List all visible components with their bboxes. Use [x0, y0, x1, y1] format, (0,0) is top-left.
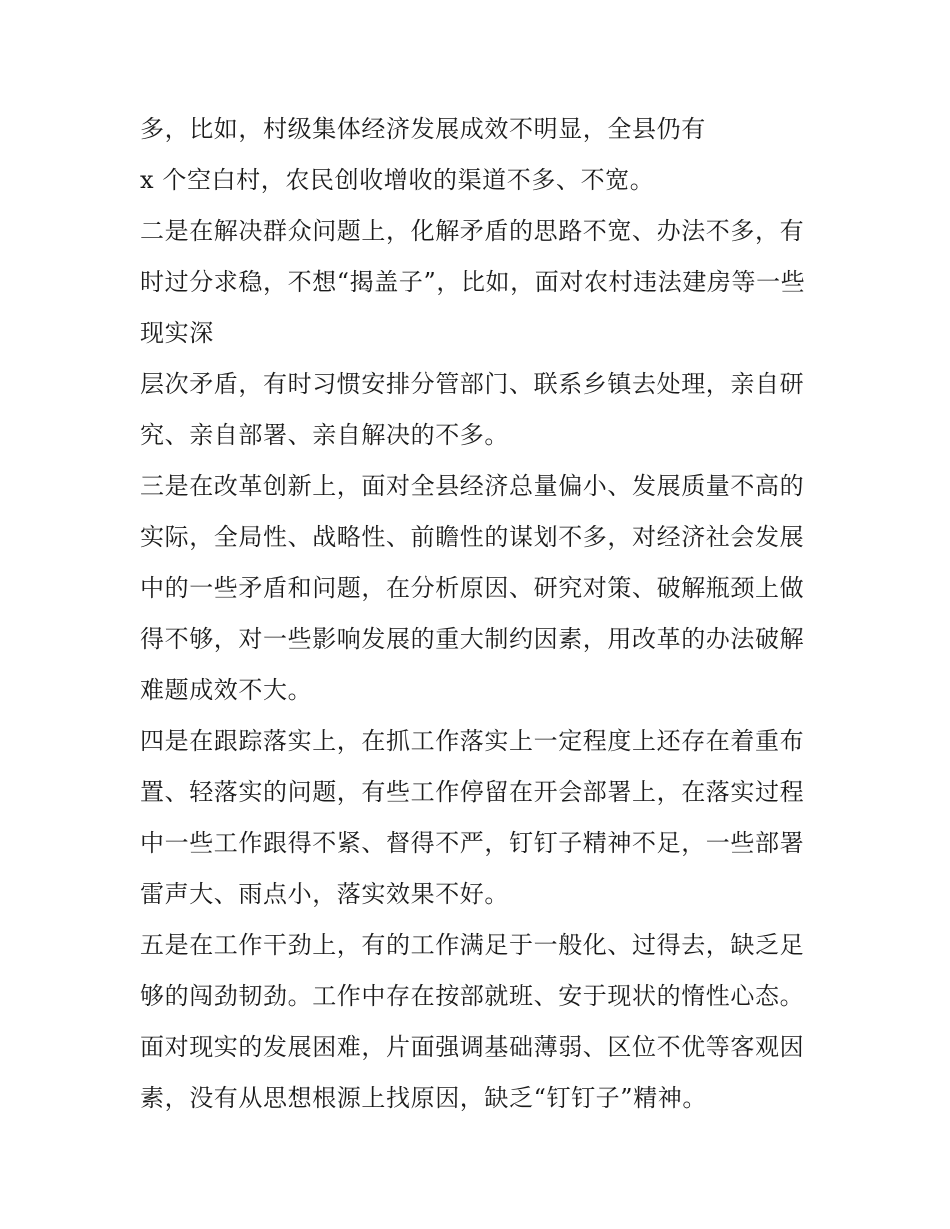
document-body — [140, 104, 820, 1124]
text-line: 难题成效不大。 — [140, 676, 313, 704]
text-line: 三是在改革创新上，面对全县经济总量偏小、发展质量不高的 — [140, 472, 805, 500]
text-line: 多，比如，村级集体经济发展成效不明显，全县仍有 — [140, 115, 706, 143]
text-line: 层次矛盾，有时习惯安排分管部门、联系乡镇去处理，亲自研 — [140, 370, 805, 398]
text-line: 中的一些矛盾和问题，在分析原因、研究对策、破解瓶颈上做 — [140, 574, 805, 602]
text-line: 五是在工作干劲上，有的工作满足于一般化、过得去，缺乏足 — [140, 931, 805, 959]
text-line: 四是在跟踪落实上，在抓工作落实上一定程度上还存在着重布 — [140, 727, 805, 755]
text-line: 面对现实的发展困难，片面强调基础薄弱、区位不优等客观因 — [140, 1033, 805, 1061]
text-line: 二是在解决群众问题上，化解矛盾的思路不宽、办法不多，有 — [140, 217, 805, 245]
text-line: 雷声大、雨点小，落实效果不好。 — [140, 880, 509, 908]
text-line: 实际，全局性、战略性、前瞻性的谋划不多，对经济社会发展 — [140, 523, 805, 551]
text-line: 时过分求稳，不想“揭盖子”，比如，面对农村违法建房等一些 — [140, 268, 806, 296]
text-line: 够的闯劲韧劲。工作中存在按部就班、安于现状的惰性心态。 — [140, 982, 805, 1010]
text-line: 究、亲自部署、亲自解决的不多。 — [140, 421, 509, 449]
text-line: 素，没有从思想根源上找原因，缺乏“钉钉子”精神。 — [140, 1084, 707, 1112]
text-line: 现实深 — [140, 319, 214, 347]
text-line: 中一些工作跟得不紧、督得不严，钉钉子精神不足，一些部署 — [140, 829, 805, 857]
text-line: 置、轻落实的问题，有些工作停留在开会部署上，在落实过程 — [140, 778, 805, 806]
text-line: 得不够，对一些影响发展的重大制约因素，用改革的办法破解 — [140, 625, 805, 653]
text-line: x 个空白村，农民创收增收的渠道不多、不宽。 — [140, 166, 655, 194]
